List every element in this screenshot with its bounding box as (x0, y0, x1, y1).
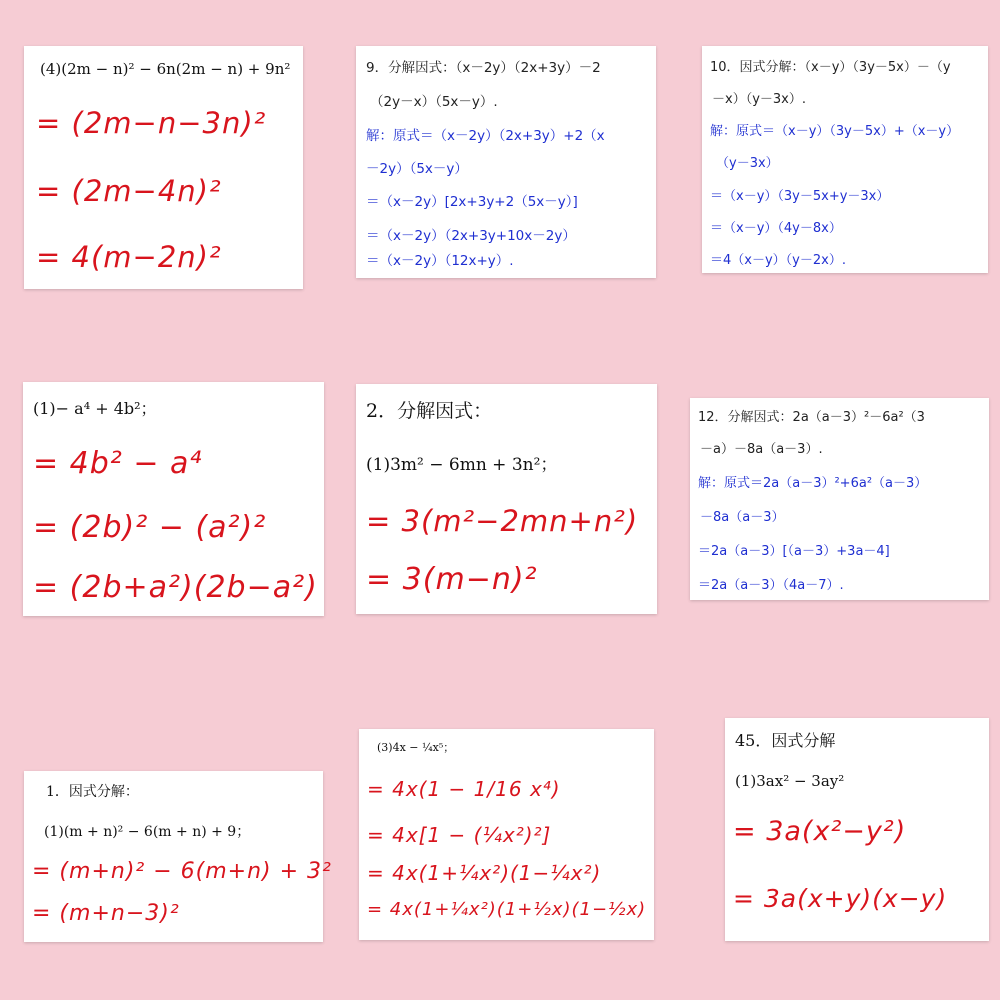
handwritten-step: = 3a(x+y)(x−y) (733, 884, 948, 913)
section-heading: 1．因式分解： (46, 784, 139, 800)
handwritten-step: = 4x[1 − (¼x²)²] (367, 823, 552, 847)
question-text: (3)4x − ¼x⁵； (377, 741, 455, 754)
solution-line: ＝（x－2y）（12x+y）. (366, 253, 514, 269)
handwritten-step: = (2b)² − (a²)² (33, 510, 267, 545)
solution-line: ＝（x－2y）（2x+3y+10x－2y） (366, 228, 576, 244)
solution-line: ＝4（x－y）（y－2x）. (710, 253, 846, 268)
handwritten-step: = 4b² − a⁴ (33, 446, 203, 481)
question-text: (1)3m² − 6mn + 3n²； (366, 455, 558, 475)
question-text: (1)3ax² − 3ay² (735, 772, 845, 790)
question-text: －x）（y－3x）. (712, 92, 806, 107)
section-heading: 2．分解因式： (366, 400, 493, 422)
question-text: －a）－8a（a－3）. (700, 442, 823, 457)
solution-line: ＝2a（a－3）（4a－7）. (698, 578, 844, 593)
question-text: 12．分解因式：2a（a－3）²－6a²（3 (698, 410, 925, 425)
handwritten-step: = (2b+a²)(2b−a²) (33, 570, 318, 605)
problem-card-45 (725, 718, 989, 941)
problem-card-4 (24, 46, 303, 289)
solution-line: （y－3x） (716, 156, 779, 171)
solution-line: ＝（x－y）（4y－8x） (710, 221, 842, 236)
handwritten-step: = 4(m−2n)² (36, 240, 222, 274)
solution-line: 解：原式＝（x－2y）（2x+3y）+2（x (366, 128, 605, 144)
problem-card-3 (359, 729, 654, 940)
question-text: （2y－x）（5x－y）. (370, 94, 498, 110)
problem-card-12 (690, 398, 989, 600)
handwritten-step: = 4x(1+¼x²)(1−¼x²) (367, 861, 602, 885)
problem-card-neg-a4 (23, 382, 324, 616)
question-text: (1)− a⁴ + 4b²； (33, 399, 157, 418)
handwritten-step: = (2m−4n)² (36, 174, 222, 208)
handwritten-step: = 4x(1 − 1/16 x⁴) (367, 777, 561, 801)
solution-line: 解：原式＝（x－y）（3y－5x）+（x－y） (710, 124, 960, 139)
handwritten-step: = 3a(x²−y²) (733, 816, 907, 847)
handwritten-step: = 3(m²−2mn+n²) (366, 504, 639, 538)
problem-card-9 (356, 46, 656, 278)
question-text: (4)(2m − n)² − 6n(2m − n) + 9n² (40, 60, 291, 78)
handwritten-step: = 3(m−n)² (366, 562, 538, 597)
section-heading: 45．因式分解 (735, 731, 836, 750)
handwritten-step: = (m+n−3)² (32, 901, 180, 926)
question-text: 10．因式分解：（x－y）（3y－5x）－（y (710, 60, 951, 75)
handwritten-step: = (m+n)² − 6(m+n) + 3² (32, 859, 332, 884)
solution-line: 解：原式＝2a（a－3）²+6a²（a－3） (698, 476, 928, 491)
solution-line: ＝（x－2y）[2x+3y+2（5x－y）] (366, 194, 578, 210)
problem-card-2 (356, 384, 657, 614)
problem-card-10 (702, 46, 988, 273)
question-text: 9．分解因式：（x－2y）（2x+3y）－2 (366, 60, 601, 76)
solution-line: ＝（x－y）（3y－5x+y－3x） (710, 189, 890, 204)
problem-card-1 (24, 771, 332, 942)
solution-line: －2y）（5x－y） (366, 161, 468, 177)
solution-line: －8a（a－3） (700, 510, 785, 525)
question-text: (1)(m + n)² − 6(m + n) + 9； (44, 824, 251, 840)
solution-line: ＝2a（a－3）[（a－3）+3a－4] (698, 544, 890, 559)
handwritten-step: = 4x(1+¼x²)(1+½x)(1−½x) (367, 899, 647, 920)
handwritten-step: = (2m−n−3n)² (36, 106, 267, 140)
